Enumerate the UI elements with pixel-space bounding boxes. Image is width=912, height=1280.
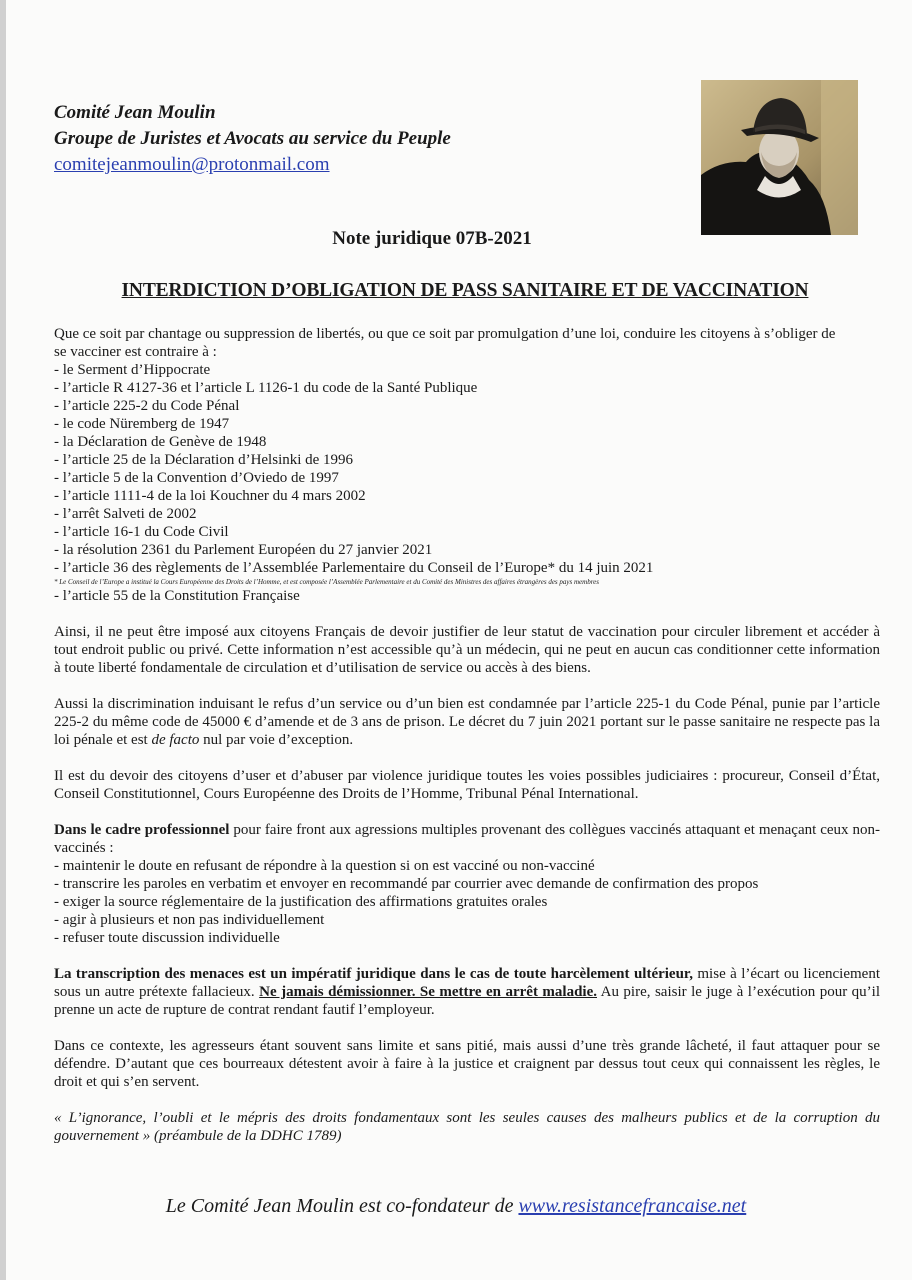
list-item: - l’article 16-1 du Code Civil: [54, 524, 229, 540]
note-reference: [0, 228, 912, 250]
paragraph-5: [54, 965, 880, 1019]
footnote: * Le Conseil de l’Europe a institué la Cours Européenne des Droits de l’Homme, et est composée l’Assemblée Parlementaire et du Comité des Ministres des affaires étrangères des pays membres: [54, 578, 599, 586]
document-title: INTERDICTION D’OBLIGATION DE PASS SANITAIRE ET DE VACCINATION: [121, 280, 809, 301]
list-item: - l’article R 4127-36 et l’article L 1126-1 du code de la Santé Publique: [54, 380, 478, 396]
paragraph-2-italic: de facto: [151, 732, 200, 748]
document-body: [54, 325, 880, 1145]
legal-list: [54, 361, 880, 605]
paragraph-5-bold: La transcription des menaces est un impératif juridique dans le cas de toute harcèlement ultérieur,: [54, 966, 693, 982]
ddhc-quote: « L’ignorance, l’oubli et le mépris des droits fondamentaux sont les seules causes des malheurs publics et de la corruption du gouvernement » (préambule de la DDHC 1789): [54, 1110, 880, 1144]
paragraph-4-text: pour faire front aux agressions multiples provenant des collègues vaccinés attaquant et menaçant ceux non-vaccinés :: [54, 822, 880, 856]
paragraph-1: Ainsi, il ne peut être imposé aux citoyens Français de devoir justifier de leur statut de vaccination pour circuler librement et accéder à tout endroit public ou privé. Cette information n’est accessible qu’à un médecin, qui ne peut en aucun cas conditionner cette information à toute liberté fondamentale de circulation et d’utilisation de service ou accès à des biens.: [54, 624, 880, 676]
list-item: - la résolution 2361 du Parlement Européen du 27 janvier 2021: [54, 542, 433, 558]
paragraph-3: Il est du devoir des citoyens d’user et d’abuser par violence juridique toutes les voies possibles judiciaires : procureur, Conseil d’État, Conseil Constitutionnel, Cours Européenne des Droits de l’Homme, Tribunal Pénal International.: [54, 768, 880, 802]
list-item: - agir à plusieurs et non pas individuellement: [54, 912, 325, 928]
intro-line-2: se vacciner est contraire à :: [54, 344, 217, 360]
intro-line-1: Que ce soit par chantage ou suppression de libertés, ou que ce soit par promulgation d’une loi, conduire les citoyens à s’obliger de: [54, 326, 836, 342]
paragraph-6: Dans ce contexte, les agresseurs étant souvent sans limite et sans pitié, mais aussi d’une très grande lâcheté, il faut attaquer pour se défendre. D’autant que ces bourreaux détestent avoir à faire à la justice et craignent par dessus tout ceux qui connaissent les règles, le droit et qui s’en servent.: [54, 1038, 880, 1090]
list-item: - transcrire les paroles en verbatim et envoyer en recommandé par courrier avec demande de confirmation des propos: [54, 876, 759, 892]
paragraph-2-text: Aussi la discrimination induisant le refus d’un service ou d’un bien est condamnée par l’article 225-1 du Code Pénal, punie par l’article 225-2 du même code de 45000 € d’amende et de 3 ans de prison. Le décret du 7 juin 2021 portant sur le passe sanitaire ne respecte pas la loi pénale et est: [54, 696, 880, 748]
list-item: - l’article 36 des règlements de l’Assemblée Parlementaire du Conseil de l’Europe* du 14 juin 2021: [54, 560, 654, 576]
list-item: - l’article 55 de la Constitution Française: [54, 588, 300, 604]
paragraph-2-end: nul par voie d’exception.: [199, 732, 354, 748]
email-link[interactable]: comitejeanmoulin@protonmail.com: [54, 154, 330, 175]
footer-text: Le Comité Jean Moulin est co-fondateur de: [165, 1195, 519, 1217]
list-item: - refuser toute discussion individuelle: [54, 930, 280, 946]
org-subtitle: Groupe de Juristes et Avocats au service du Peuple: [54, 128, 451, 149]
list-item: - exiger la source réglementaire de la justification des affirmations gratuites orales: [54, 894, 548, 910]
note-reference-text: Note juridique 07B-2021: [332, 228, 532, 249]
letterhead: [54, 100, 451, 178]
list-item: - l’article 1111-4 de la loi Kouchner du 4 mars 2002: [54, 488, 366, 504]
list-item: - maintenir le doute en refusant de répondre à la question si on est vacciné ou non-vacciné: [54, 858, 595, 874]
footer: [0, 1195, 912, 1218]
paragraph-2: [54, 695, 880, 749]
list-item: - l’article 5 de la Convention d’Oviedo de 1997: [54, 470, 339, 486]
list-item: - la Déclaration de Genève de 1948: [54, 434, 267, 450]
list-item: - l’article 225-2 du Code Pénal: [54, 398, 240, 414]
list-item: - le code Nüremberg de 1947: [54, 416, 230, 432]
paragraph-4-bold: Dans le cadre professionnel: [54, 822, 230, 838]
website-link[interactable]: www.resistancefrancaise.net: [518, 1195, 747, 1217]
org-name: Comité Jean Moulin: [54, 102, 216, 123]
list-item: - l’arrêt Salveti de 2002: [54, 506, 197, 522]
professional-list: [54, 857, 880, 947]
paragraph-4: [54, 821, 880, 857]
list-item: - le Serment d’Hippocrate: [54, 362, 211, 378]
portrait-photo: [701, 80, 858, 235]
list-item: - l’article 25 de la Déclaration d’Helsinki de 1996: [54, 452, 354, 468]
paragraph-5-emphasis: Ne jamais démissionner. Se mettre en arrêt maladie.: [259, 984, 597, 1000]
paragraph-5-end: Au pire, saisir le juge à l’exécution pour qu’il prenne un acte de rupture de contrat rendant fautif l’employeur.: [54, 984, 881, 1018]
paragraph-5-text: mise à l’écart ou licenciement sous un autre prétexte fallacieux.: [54, 966, 880, 1000]
